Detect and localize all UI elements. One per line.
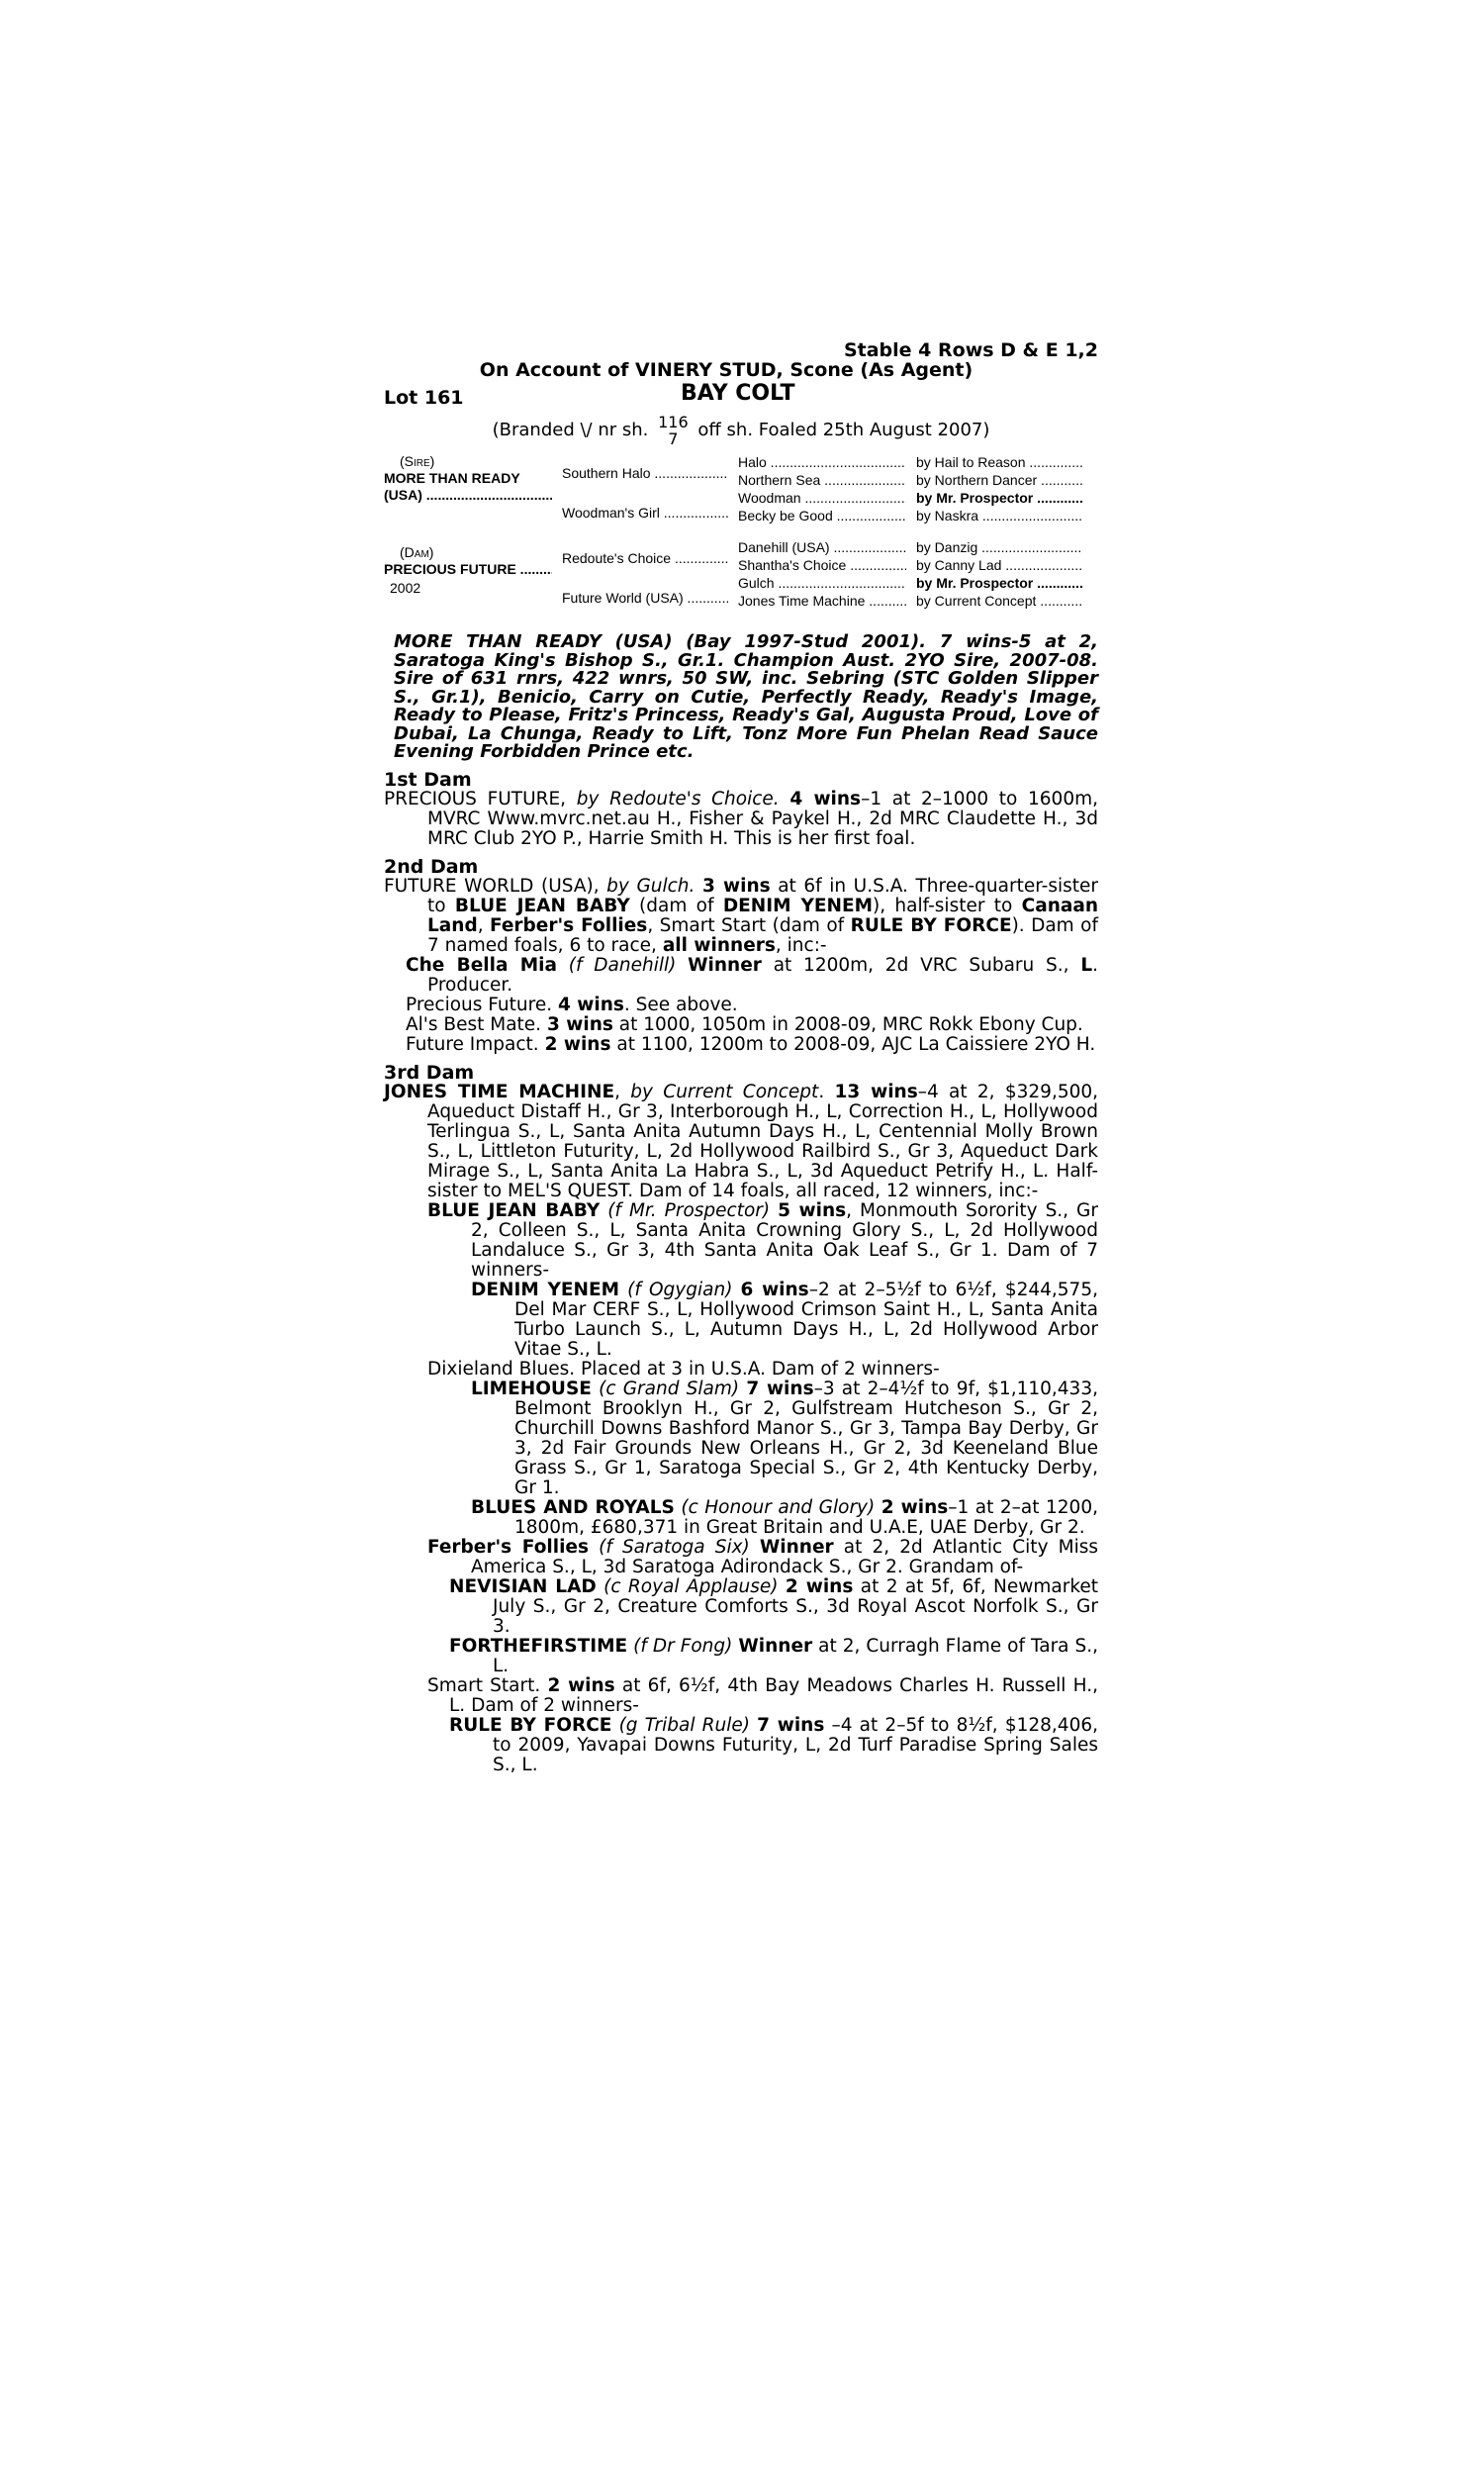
descendant-name: NEVISIAN LAD (449, 1575, 597, 1597)
descendant-sex: (f Mr. Prospector) (607, 1199, 771, 1221)
descendant-sex: (f Saratoga Six) (599, 1536, 750, 1558)
foal-wins: 2 wins (544, 1033, 611, 1055)
foal-record: . See above. (623, 994, 738, 1015)
brand-denominator: 7 (668, 429, 679, 448)
brand-suffix: off sh. Foaled 25th August 2007) (697, 420, 990, 440)
descendant-entry (406, 1716, 1098, 1775)
third-dam-record: –4 at 2, $329,500, Aqueduct Distaff H., Gr 3, Interborough H., L, Correction H., L, Hollywood Terlingua S., L, Santa Anita Autumn Days H., L, Centennial Molly Brown S., L, Littleton Futurity, L, 2d Hollywood Railbird S., Gr 3, Aqueduct Dark Mirage S., L, Santa Anita La Habra S., L, 3d Aqueduct Petrify H., L. Half-sister to MEL'S QUEST. Dam of 14 foals, all raced, 12 winners, inc:- (427, 1081, 1099, 1201)
second-dam-comma: , (477, 914, 484, 936)
pedigree-g3-5: Danehill (USA) ..... (738, 538, 906, 556)
descendant-name: FORTHEFIRSTIME (449, 1635, 628, 1657)
descendant-record: at 2, Curragh Flame of Tara S., L. (493, 1635, 1099, 1676)
descendant-entry (384, 1281, 1098, 1360)
pedigree-g4-1: by Hail to Reason ..... (916, 453, 1082, 471)
pedigree-g4-col (916, 453, 1098, 524)
descendant-name: LIMEHOUSE (471, 1378, 592, 1399)
foal-wins: 3 wins (546, 1013, 613, 1035)
pedigree-g3-6: Shantha's Choice ..... (738, 556, 906, 574)
first-dam-name: PRECIOUS FUTURE, (384, 788, 567, 809)
descendant-record: at 2 at 5f, 6f, Newmarket July S., Gr 2, Creature Comforts S., 3d Royal Ascot Norfolk S., Gr 3. (493, 1575, 1099, 1637)
pedigree-g4-5: by Danzig ..... (916, 538, 1082, 556)
pedigree-g3-2: Northern Sea ..... (738, 471, 906, 489)
brand-numerator: 116 (658, 413, 689, 431)
descendant-entry (406, 1380, 1098, 1498)
descendant-name: RULE BY FORCE (449, 1714, 612, 1736)
second-dam-text-4: , Smart Start (dam of (647, 914, 845, 936)
third-dam-entry: JONES TIME MACHINE, by Current Concept. 13 wins–4 at 2, $329,500, Aqueduct Distaff H., Gr 3, Interborough H., L, Correction H., L, Hollywood Terlingua S., L, Santa Anita Autumn Days H., L, Centennial Molly Brown S., L, Littleton Futurity, L, 2d Hollywood Railbird S., Gr 3, Aqueduct Dark Mirage S., L, Santa Anita La Habra S., L, 3d Aqueduct Petrify H., L. Half-sister to MEL'S QUEST. Dam of 14 foals, all raced, 12 winners, inc:- (384, 1081, 1099, 1201)
second-dam-text-5: ). Dam of 7 named foals, 6 to race, (427, 914, 1098, 956)
dam-cell (384, 544, 552, 597)
descendant-record: –1 at 2–at 1200, 1800m, £680,371 in Great Britain and U.A.E, UAE Derby, Gr 2. (514, 1496, 1098, 1538)
pedigree-g4-col-dam (916, 538, 1098, 610)
brand-prefix: (Branded \/ nr sh. (492, 420, 649, 440)
sire-label: (Sire) (400, 453, 435, 469)
catalogue-page (384, 340, 1098, 1775)
pedigree-g3-col-dam (738, 538, 916, 610)
second-dam-heading: 2nd Dam (384, 855, 479, 878)
relative-blue-jean-baby: BLUE JEAN BABY (454, 895, 630, 916)
descendant-wins: 2 wins (785, 1575, 854, 1597)
foal-entry (384, 1015, 1098, 1035)
pedigree-dam-dam: Future World (USA) ..... (562, 588, 728, 608)
descendant-wins: 7 wins (746, 1378, 814, 1399)
pedigree-g3-3: Woodman ..... (738, 489, 906, 507)
dam-name: PRECIOUS FUTURE ..... (384, 561, 552, 578)
dam-side (384, 538, 1098, 625)
sire-name: MORE THAN READY (384, 470, 520, 486)
pedigree-g3-7: Gulch ..... (738, 574, 906, 592)
foal-record: at 1000, 1050m in 2008-09, MRC Rokk Ebony Cup. (618, 1013, 1083, 1035)
descendant-entry (384, 1538, 1098, 1577)
second-dam-sire: by Gulch. (606, 875, 696, 897)
foal-entry (384, 956, 1098, 996)
stable-location: Stable 4 Rows D & E 1,2 (843, 339, 1098, 361)
descendant-entry (406, 1577, 1098, 1637)
pedigree-g4-3: by Mr. Prospector ..... (916, 489, 1082, 507)
second-dam-text-6: , inc:- (775, 934, 827, 956)
second-dam-text-2: (dam of (639, 895, 714, 916)
foal-record: at 1200m, 2d VRC Subaru S., (773, 954, 1069, 976)
descendant-wins: 5 wins (778, 1199, 847, 1221)
second-dam-all-winners: all winners (662, 934, 776, 956)
descendant-sex: (f Ogygian) (627, 1279, 733, 1300)
second-dam-text-1: at 6f in U.S.A. Three-quarter-sister to (427, 875, 1098, 916)
descendant-wins: 2 wins (547, 1674, 615, 1696)
descendant-record: , Monmouth Sorority S., Gr 2, Colleen S., L, Santa Anita Crowning Glory S., L, 2d Hollywood Landaluce S., Gr 3, 4th Santa Anita Oak Leaf S., Gr 1. Dam of 7 winners- (471, 1199, 1098, 1281)
pedigree-g4-7: by Mr. Prospector ..... (916, 574, 1082, 592)
descendant-sex: (g Tribal Rule) (618, 1714, 750, 1736)
third-dam-wins: 13 wins (834, 1081, 918, 1102)
first-dam-wins: 4 wins (789, 788, 862, 809)
brand-fraction (658, 414, 689, 447)
foal-listed: L (1080, 954, 1093, 976)
foal-record: at 1100, 1200m to 2008-09, AJC La Caissiere 2YO H. (616, 1033, 1096, 1055)
foal-wins: 4 wins (557, 994, 624, 1015)
descendant-sex: (f Dr Fong) (633, 1635, 733, 1657)
third-dam-heading: 3rd Dam (384, 1061, 475, 1084)
descendant-wins: 2 wins (881, 1496, 949, 1518)
foal-sex: (f Danehill) (568, 954, 677, 976)
pedigree-g4-8: by Current Concept ..... (916, 592, 1082, 610)
sire-side (384, 453, 1098, 540)
pedigree-dam-sire: Redoute's Choice ..... (562, 548, 728, 568)
pedigree-g4-6: by Canny Lad ..... (916, 556, 1082, 574)
descendant-sex: (c Grand Slam) (599, 1378, 740, 1399)
descendant-entry (406, 1498, 1098, 1538)
foal-entry (384, 1035, 1098, 1055)
descendant-entry (384, 1360, 1098, 1380)
relative-denim-yenem: DENIM YENEM (722, 895, 874, 916)
foal-name: Che Bella Mia (406, 954, 558, 976)
first-dam-record: –1 at 2–1000 to 1600m, MVRC Www.mvrc.net.au H., Fisher & Paykel H., 2d MRC Claudette H., 3d MRC Club 2YO P., Harrie Smith H. This is her first foal. (427, 788, 1098, 849)
lot-row (384, 381, 1098, 412)
second-dam-entry (384, 877, 1098, 956)
foal-name: Future Impact. (406, 1033, 539, 1055)
descendant-wins: 6 wins (740, 1279, 809, 1300)
second-dam-name: FUTURE WORLD (USA), (384, 875, 600, 897)
descendant-name: BLUES AND ROYALS (471, 1496, 675, 1518)
sire-summary: MORE THAN READY (USA) (Bay 1997-Stud 2001). 7 wins-5 at 2, Saratoga King's Bishop S., Gr.1. Champion Aust. 2YO Sire, 2007-08. Sire of 631 rnrs, 422 wnrs, 50 SW, inc. Sebring (STC Golden Slipper S., Gr.1), Benicio, Carry on Cutie, Perfectly Ready, Ready's Image, Ready to Please, Fritz's Princess, Ready's Gal, Augusta Proud, Love of Dubai, La Chunga, Ready to Lift, Tonz More Fun Phelan Read Sauce Evening Forbidden Prince etc. (394, 631, 1098, 762)
descendant-wins: 7 wins (757, 1714, 825, 1736)
descendant-record: at 6f, 6½f, 4th Bay Meadows Charles H. Russell H., L. Dam of 2 winners- (449, 1674, 1098, 1716)
pedigree-g4-4: by Naskra ..... (916, 507, 1082, 524)
dam-year: 2002 (390, 580, 421, 596)
first-dam-sire: by Redoute's Choice. (576, 788, 780, 809)
first-dam-entry (384, 790, 1098, 849)
descendant-sex: (c Honour and Glory) (681, 1496, 876, 1518)
descendant-wins: Winner (738, 1635, 813, 1657)
third-dam-name: JONES TIME MACHINE (384, 1081, 615, 1102)
pedigree-g4-2: by Northern Dancer ..... (916, 471, 1082, 489)
relative-ferbers-follies: Ferber's Follies (490, 914, 648, 936)
descendant-sex: (c Royal Applause) (603, 1575, 779, 1597)
descendant-name: Ferber's Follies (427, 1536, 589, 1558)
pedigree-table (384, 453, 1098, 625)
relative-canaan-land: Canaan Land (427, 895, 1099, 936)
foal-entry (384, 996, 1098, 1015)
dam-label: (Dam) (400, 544, 434, 560)
descendant-name: Smart Start. (427, 1674, 541, 1696)
descendant-record: –4 at 2–5f to 8½f, $128,406, to 2009, Yavapai Downs Futurity, L, 2d Turf Paradise Spring Sales S., L. (493, 1714, 1098, 1775)
vendor-line: On Account of VINERY STUD, Scone (As Agent) (479, 359, 974, 381)
lot-number: Lot 161 (384, 387, 464, 409)
pedigree-g3-col (738, 453, 916, 524)
descendant-entry (384, 1201, 1098, 1281)
descendant-wins: Winner (759, 1536, 834, 1558)
descendant-name: BLUE JEAN BABY (427, 1199, 601, 1221)
second-dam-wins: 3 wins (702, 875, 771, 897)
descendant-record: Dixieland Blues. Placed at 3 in U.S.A. Dam of 2 winners- (427, 1358, 940, 1380)
descendant-name: DENIM YENEM (471, 1279, 620, 1300)
pedigree-sire-sire: Southern Halo ..... (562, 463, 728, 483)
foal-record-end: . Producer. (427, 954, 1098, 996)
descendant-record: –3 at 2–4½f to 9f, $1,110,433, Belmont Brooklyn H., Gr 2, Gulfstream Hutcheson S., Gr 2, Churchill Downs Bashford Manor S., Gr 3, Tampa Bay Derby, Gr 3, 2d Fair Grounds New Orleans H., Gr 2, 3d Keeneland Blue Grass S., Gr 1, Saratoga Special S., Gr 2, 4th Kentucky Derby, Gr 1. (514, 1378, 1098, 1498)
foal-name: Precious Future. (406, 994, 553, 1015)
relative-rule-by-force: RULE BY FORCE (850, 914, 1012, 936)
descendant-entry (406, 1637, 1098, 1676)
pedigree-sire-dam: Woodman's Girl ..... (562, 503, 728, 523)
pedigree-g3-8: Jones Time Machine ..... (738, 592, 906, 610)
foal-name: Al's Best Mate. (406, 1013, 542, 1035)
descendant-entry (384, 1676, 1098, 1716)
second-dam-text-3: ), half-sister to (873, 895, 1013, 916)
pedigree-g3-1: Halo ..... (738, 453, 906, 471)
sire-country: (USA) ..... (384, 487, 552, 504)
descendant-record: at 2, 2d Atlantic City Miss America S., L, 3d Saratoga Adirondack S., Gr 2. Grandam of- (471, 1536, 1098, 1577)
descendant-record: –2 at 2–5½f to 6½f, $244,575, Del Mar CERF S., L, Hollywood Crimson Saint H., L, Santa Anita Turbo Launch S., L, Autumn Days H., L, 2d Hollywood Arbor Vitae S., L. (514, 1279, 1098, 1360)
first-dam-heading: 1st Dam (384, 768, 472, 791)
pedigree-g3-4: Becky be Good ..... (738, 507, 906, 524)
horse-description: BAY COLT (681, 381, 795, 406)
foal-wins: Winner (688, 954, 762, 976)
third-dam-sire: by Current Concept (630, 1081, 819, 1102)
sire-cell (384, 453, 552, 504)
brand-line (384, 414, 1098, 447)
